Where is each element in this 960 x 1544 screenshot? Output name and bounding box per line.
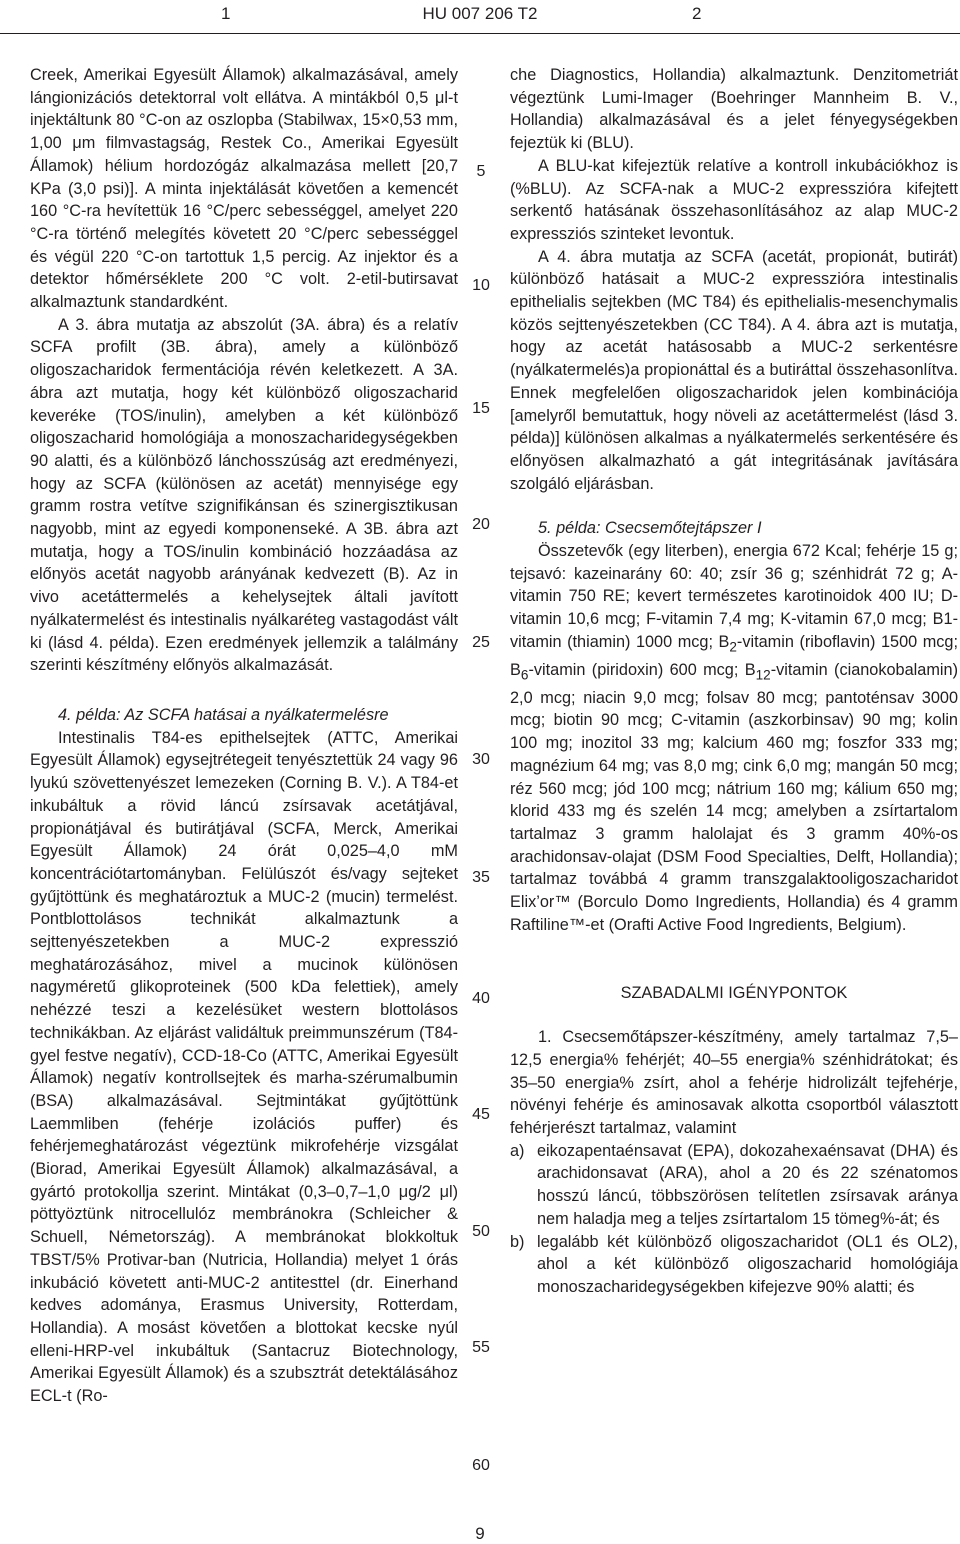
paragraph: che Diagnostics, Hollandia) alkalmaztunk. Denzitometriát végeztünk Lumi-Imager (Boehringer Mannheim B. V., Hollandia) alkalmazásával és a jelet fényegységekben fejeztük ki (BLU). xyxy=(510,66,958,153)
document-title: HU 007 206 T2 xyxy=(422,4,538,23)
spacer xyxy=(510,937,958,982)
spacer xyxy=(510,495,958,517)
paragraph: A 3. ábra mutatja az abszolút (3A. ábra) és a relatív SCFA profilt (3B. ábra), amely a különböző oligoszacharidok fermentációja révén keletkezett. A 3A. ábra azt mutatja, hogy két különböző oligoszacharid keveréke (TOS/inulin), amelyben a két különböző oligoszacharid homológiája a monoszacharidegységekben 90 alatti, és a különböző lánchosszúság azt eredményezi, hogy az SCFA (különösen az acetát) mennyisége egy gramm rostra vetítve szignifikánsan és szinergisztikusan nagyobb, mint az egyedi komponenseké. A 3B. ábra azt mutatja, hogy a TOS/inulin kombináció hozzáadása az előnyös acetát nagyobb arányának kedvezett (B). Az in vivo acetáttermelés a kehelysejtek általi javított nyálkatermelést és intestinalis nyálkaréteg vastagodást vált ki (lásd 4. példa). Ezen eredmények jellemzik a találmány szerinti készítmény előnyös alkalmazását. xyxy=(30,315,458,675)
paragraph: Creek, Amerikai Egyesült Államok) alkalmazásával, amely lángionizációs detektorral volt ellátva. A mintákból 0,5 μl-t injektáltunk 80 °C-on az oszlopba (Stabilwax, 15×0,53 mm, 1,00 μm filmvastagság, Restek Co., Amerikai Egyesült Államok) hélium hordozógáz alkalmazása mellett [20,7 KPa (3,0 psi)]. A minta injektálását követően a kemencét 160 °C-ra hevítettük 16 °C/perc sebességgel, amelyet 220 °C-ra történő melegítés követett 20 °C/perc sebességgel és végül 220 °C-on tartottuk 1,5 percig. Az injektor és a detektor hőmérséklete 200 °C volt. 2-etil-butirsavat alkalmaztunk standardként. xyxy=(30,66,458,312)
spacer xyxy=(30,677,458,704)
item-label: b) xyxy=(510,1232,525,1251)
header-rule xyxy=(0,33,960,34)
item-label: a) xyxy=(510,1141,525,1160)
claims-heading: SZABADALMI IGÉNYPONTOK xyxy=(620,983,848,1002)
left-column xyxy=(30,64,458,1408)
item-text: eikozapentaénsavat (EPA), dokozahexaénsavat (DHA) és arachidonsavat (ARA), ahol a 20 és 22 szénatomos hosszú láncú, többszörösen telítetlen zsírsavak aránya nem haladja meg a teljes zsírtartalom 15 tömeg%-át; és xyxy=(537,1141,958,1228)
ingredients-paragraph xyxy=(510,540,958,936)
line-number: 50 xyxy=(472,1223,490,1240)
text-run: -vitamin (riboflavin) 1500 mcg; B xyxy=(510,632,958,679)
spacer xyxy=(510,1004,958,1026)
subscript: 12 xyxy=(755,667,771,683)
claim-item-b xyxy=(510,1231,958,1299)
paragraph: Intestinalis T84-es epithelsejtek (ATTC, Amerikai Egyesült Államok) egysejtrétegeit tenyésztettük 24 vagy 96 lyukú szövettenyészet lemezeken (Corning B. V.). A T84-et inkubáltuk a rövid láncú zsírsavak acetátjával, propionátjával és butirátjával (SCFA, Merck, Amerikai Egyesült Államok) 24 órát 0,025–4,0 mM koncentrációtartományban. Felülúszót és/vagy sejteket gyűjtöttünk és meghatároztuk a MUC-2 (mucin) termelést. Pontblottolásos technikát alkalmaztunk a sejttenyészetekben a MUC-2 expresszió meghatározásához, mivel a mucinok különösen nagyméretű glikoproteinek (500 kDa felettiek), amely nehézzé teszi a kezelésüket western blottolásos technikákban. Az eljárást validáltuk preimmunszérum (T84-gyel festve negatív), CCD-18-Co (ATTC, Amerikai Egyesült Államok) negatív kontrollsejtek és marha-szérumalbumin (BSA) alkalmazásával. Sejtmintákat gyűjtöttünk Laemmliben (fehérje izolációs puffer) és fehérjemeghatározást végeztünk mikrofehérje vizsgálat (Biorad, Amerikai Egyesült Államok) alkalmazásával, a gyártó protokollja szerint. Mintákat (0,3–0,7–1,0 μg/2 μl) pöttyöztünk nitrocellulóz membránokra (Schleicher & Schuell, Németország). A membránokat blokkoltuk TBST/5% Protivar-ban (Nutricia, Hollandia) melyet 1 órás inkubáció követett anti-MUC-2 antitesttel (dr. Einerhand kedves adománya, Erasmus University, Rotterdam, Hollandia). A mosást követően a blottokat kecske nyúl elleni-HRP-vel inkubáltuk (Santacruz Biotechnology, Amerikai Egyesült Államok) és a szubsztrát detektálásához ECL-t (Ro- xyxy=(30,728,458,1406)
line-number: 30 xyxy=(472,751,490,768)
line-number: 55 xyxy=(472,1339,490,1356)
claim-item-a xyxy=(510,1140,958,1231)
right-column xyxy=(510,64,958,1299)
paragraph: A BLU-kat kifejeztük relatíve a kontroll inkubációkhoz is (%BLU). Az SCFA-nak a MUC-2 expresszióra kifejtett serkentő hatásának összehasonlításához az alap MUC-2 expressziós szinteket levontuk. xyxy=(510,156,958,243)
claim-1: 1. Csecsemőtápszer-készítmény, amely tartalmaz 7,5–12,5 energia% fehérjét; 40–55 energia% szénhidrátokat; és 35–50 energia% zsírt, ahol a fehérje hidrolizált tejfehérje, növényi fehérje és aminosavak alkotta csoportból választott fehérjerészt tartalmaz, valamint xyxy=(510,1028,958,1138)
line-number: 5 xyxy=(476,163,486,180)
subscript: 2 xyxy=(729,639,737,655)
page-footer-number: 9 xyxy=(475,1524,485,1543)
line-number: 40 xyxy=(472,990,490,1007)
line-number: 60 xyxy=(472,1457,490,1474)
subscript: 6 xyxy=(520,667,529,683)
page-header xyxy=(0,0,960,40)
item-text: legalább két különböző oligoszacharidot (OL1 és OL2), ahol a két különböző oligoszacharid homológiája monoszacharidegységekben kifejezve 90% alatti; és xyxy=(537,1232,958,1296)
line-number: 25 xyxy=(472,634,490,651)
right-page-number: 2 xyxy=(692,4,702,23)
example-heading: 5. példa: Csecsemőtejtápszer I xyxy=(538,519,762,538)
line-number: 20 xyxy=(472,516,490,533)
text-run: -vitamin (cianokobalamin) 2,0 mcg; niacin 9,0 mcg; folsav 80 mcg; pantoténsav 3000 mcg; biotin 90 mcg; C-vitamin (aszkorbinsav) 90 mg; kolin 100 mg; inozitol 33 mg; kalcium 460 mg; foszfor 333 mg; magnézium 64 mg; vas 8,0 mg; cink 6,0 mg; mangán 50 mcg; réz 560 mcg; jód 100 mcg; nátrium 160 mg; kálium 650 mg; klorid 433 mg és szelén 14 mcg; amelyben a zsírtartalom tartalmaz 3 gramm halolajat és 3 gramm 40%-os arachidonsav-olajat (DSM Food Specialties, Delft, Hollandia); tartalmaz továbbá 4 gramm transzgalaktooligoszacharidot Elix’or™ (Borculo Domo Ingredients, Hollandia) és 4 gramm Raftiline™-et (Orafti Active Food Ingredients, Belgium). xyxy=(510,660,958,934)
line-number: 35 xyxy=(472,869,490,886)
left-page-number: 1 xyxy=(221,4,231,23)
text-run: Összetevők (egy literben), energia 672 Kcal; fehérje 15 g; tejsavó: kazeinarány 60: 40; zsír 36 g; szénhidrát 72 g; A-vitamin 750 RE; kevert természetes karotinoidok 400 IU; D-vitamin 10,6 mcg; F-vitamin 7,4 mg; K-vitamin 67,0 mcg; B1-vitamin (thiamin) 1000 mcg; B xyxy=(510,542,958,651)
paragraph: A 4. ábra mutatja az SCFA (acetát, propionát, butirát) különböző hatásait a MUC-2 expresszióra intestinalis epithelialis sejtekben (MC T84) és epithelialis-mesenchymalis közös sejttenyészetekben (CC T84). A 4. ábra azt is mutatja, hogy az acetát hatásosabb a MUC-2 serkentésre (nyálkatermelés)a propionáttal és a butiráttal összehasonlítva. Ennek megfelelően oligoszacharidok jelen kombinációja [amelyről bemutattuk, hogy növeli az acetáttermelést (lásd 3. példa)] különösen alkalmas a nyálkatermelés serkentésére és előnyösen alkalmazható a gát integritásának javítására szolgáló eljárásban. xyxy=(510,247,958,493)
line-number: 45 xyxy=(472,1106,490,1123)
line-number: 10 xyxy=(472,277,490,294)
line-number: 15 xyxy=(472,400,490,417)
text-run: -vitamin (piridoxin) 600 mcg; B xyxy=(528,660,756,679)
example-heading: 4. példa: Az SCFA hatásai a nyálkatermelésre xyxy=(58,705,389,724)
